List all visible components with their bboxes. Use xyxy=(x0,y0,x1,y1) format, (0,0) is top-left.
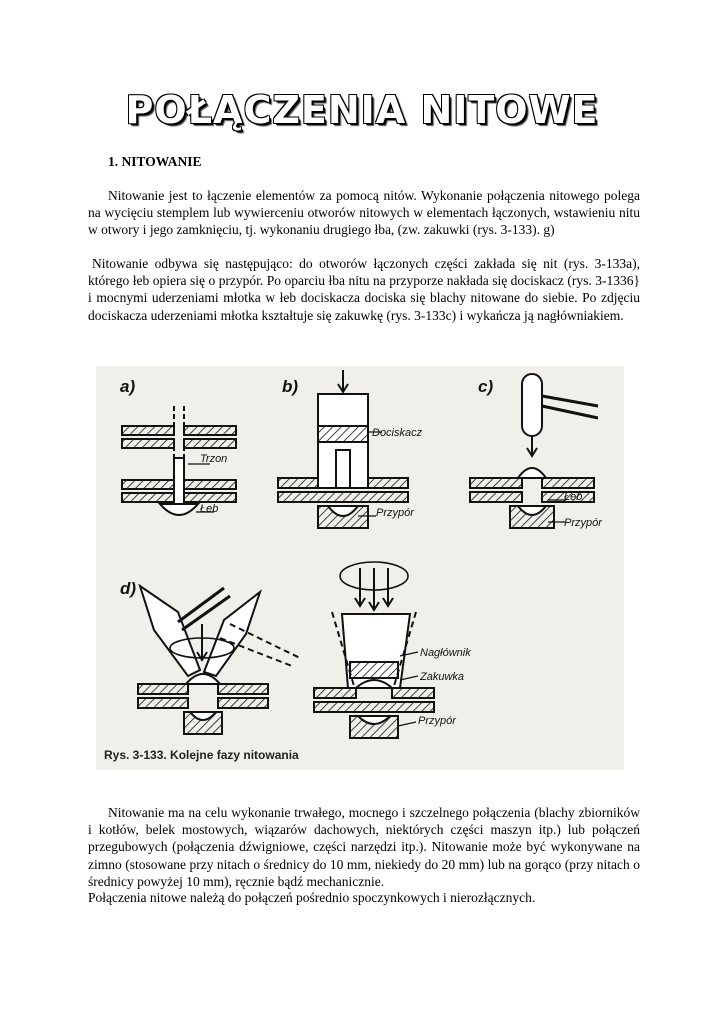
page-title: POŁĄCZENIA NITOWE xyxy=(125,88,599,132)
label-przypor-b: Przypór xyxy=(376,507,414,519)
paragraph-classification: Połączenia nitowe należą do połączeń pośrednio spoczynkowych i nierozłącznych. xyxy=(88,890,536,905)
panel-c-drawing xyxy=(470,374,598,528)
figure-riveting-phases xyxy=(96,366,624,770)
label-leb-c: Łeb xyxy=(564,491,583,503)
paragraph-definition: Nitowanie jest to łączenie elementów za pomocą nitów. Wykonanie połączenia nitowego polega na wycięciu stemplem lub wywierceniu otworów nitowych w elementach łączonych, wstawieniu nitu w otwory i jego zamknięciu, tj. wykonaniu drugiego łba, (zw. zakuwki (rys. 3-133). g) xyxy=(88,188,640,238)
label-naglownik: Nagłównik xyxy=(420,647,471,659)
panel-label-a: a) xyxy=(120,377,136,396)
paragraph-purpose: Nitowanie ma na celu wykonanie trwałego, mocnego i szczelnego połączenia (blachy zbiorników i kotłów, belek mostowych, wiązarów dachowych, niektórych części maszyn itp.) lub połączeń przegubowych (połączenia dźwigniowe, części narzędzi itp.). Nitowanie może być wykonywane na zimno (stosowane przy nitach o średnicy do 10 mm, niekiedy do 20 mm) lub na gorąco (przy nitach o średnicy powyżej 10 mm), ręcznie bądź mechanicznie. xyxy=(88,805,640,889)
section-heading: 1. NITOWANIE xyxy=(108,154,202,169)
panel-label-d: d) xyxy=(120,579,137,598)
panel-label-c: c) xyxy=(478,377,494,396)
riveting-diagram xyxy=(96,366,624,770)
label-leb: Łeb xyxy=(200,503,219,515)
label-trzon: Trzon xyxy=(200,453,228,465)
paragraph-procedure: Nitowanie odbywa się następująco: do otworów łączonych części zakłada się nit (rys. 3-133a), którego łeb opiera się o przypór. Po oparciu łba nitu na przyporze nakłada się dociskacz (rys. 3-1336} i mocnymi uderzeniami młotka w łeb dociskacza dociska się blachy nitowane do siebie. Po zdjęciu dociskacza uderzeniami młotka kształtuje się zakuwkę (rys. 3-133c) i wykańcza ją nagłówniakiem. xyxy=(88,256,640,323)
panel-label-b: b) xyxy=(282,377,299,396)
label-przypor-d: Przypór xyxy=(418,715,456,727)
figure-caption: Rys. 3-133. Kolejne fazy nitowania xyxy=(104,748,299,762)
label-przypor-c: Przypór xyxy=(564,517,602,529)
panel-d-drawing xyxy=(138,562,434,738)
label-dociskacz: Dociskacz xyxy=(372,427,423,439)
label-zakuwka: Zakuwka xyxy=(420,671,465,683)
